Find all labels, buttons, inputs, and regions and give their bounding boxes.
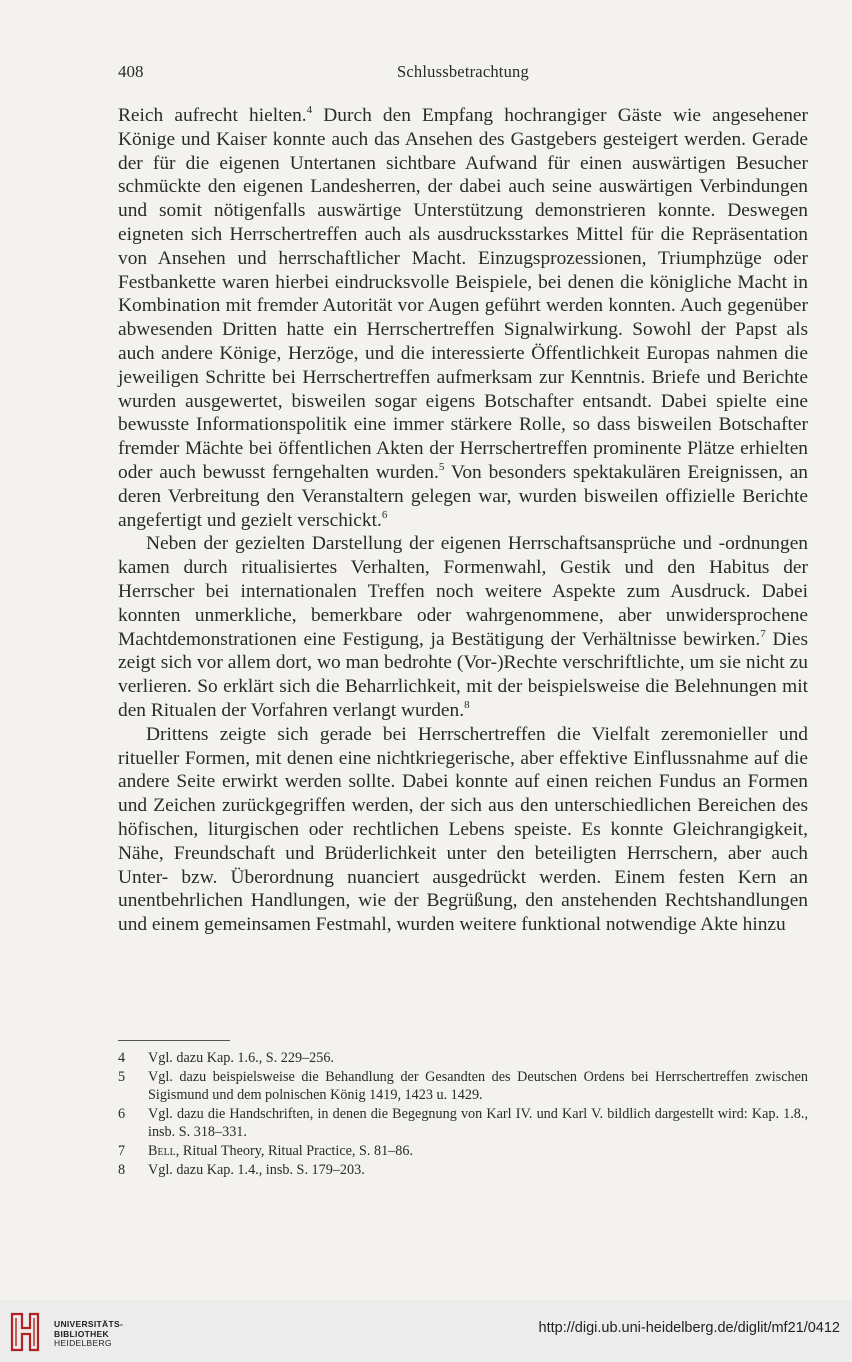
footnote-ref-7[interactable]: 7 (760, 627, 766, 640)
footnotes (118, 1049, 808, 1179)
footnote-8 (118, 1161, 808, 1180)
footnote-ref-5[interactable]: 5 (438, 460, 445, 473)
footnote-text: Vgl. dazu Kap. 1.4., insb. S. 179–203. (148, 1161, 365, 1178)
footnote-text: , Ritual Theory, Ritual Practice, S. 81–86. (175, 1142, 414, 1159)
permalink-url[interactable]: http://digi.ub.uni-heidelberg.de/diglit/mf21/0412 (538, 1320, 840, 1336)
paragraph-2-part-b: Dies zeigt sich vor allem dort, wo man bedrohte (Vor-)Rechte verschriftlichte, um sie nicht zu verlieren. So erklärt sich die Beharrlichkeit, mit der beispielsweise die Belehnungen mit den Ritualen der Vorfahren verlangt wurden. (118, 628, 808, 721)
footnote-author: Bell (148, 1142, 176, 1159)
footnote-number: 4 (118, 1050, 126, 1066)
library-name-line-1: UNIVERSITÄTS- (54, 1319, 124, 1329)
footnote-number: 5 (118, 1068, 126, 1085)
running-title: Schlussbetrachtung (397, 62, 529, 81)
footnote-number: 6 (118, 1105, 126, 1122)
footnote-ref-6[interactable]: 6 (381, 508, 388, 521)
page-number: 408 (118, 62, 144, 81)
footnote-ref-4[interactable]: 4 (306, 104, 313, 116)
footnote-5 (118, 1068, 808, 1105)
footnote-number: 7 (118, 1142, 126, 1159)
body-text (118, 104, 808, 937)
page-header (118, 62, 808, 86)
paragraph-1-part-a: Reich aufrecht hielten. (118, 105, 307, 126)
university-library-logo-icon (8, 1310, 48, 1354)
footnote-ref-8[interactable]: 8 (464, 698, 470, 711)
footnote-number: 8 (118, 1161, 126, 1178)
footnote-text: Vgl. dazu die Handschriften, in denen die Begegnung von Karl IV. und Karl V. bildlich dargestellt wird: Kap. 1.8., insb. S. 318–331. (148, 1105, 808, 1141)
footnote-7 (118, 1142, 808, 1161)
paragraph-3: Drittens zeigte sich gerade bei Herrschertreffen die Vielfalt zeremonieller und ritueller Formen, mit denen eine nichtkriegerische, aber effektive Einflussnahme auf die andere Seite erwirkt werden sollte. Dabei konnte auf einen reichen Fundus an Formen und Zeichen zurückgegriffen werden, der sich aus den unterschiedlichen Bereichen des höfischen, liturgischen oder rechtlichen Lebens speiste. Es konnte Gleichrangigkeit, Nähe, Freundschaft und Brüderlichkeit unter den beteiligten Herrschern, aber auch Unter- bzw. Überordnung nuanciert ausgedrückt werden. Einem festen Kern an unentbehrlichen Handlungen, wie der Begrüßung, den anstehenden Rechtshandlungen und einem gemeinsamen Festmahl, wurden weitere funktional notwendige Akte hinzu (118, 723, 808, 936)
paragraph-2-part-a: Neben der gezielten Darstellung der eigenen Herrschaftsansprüche und -ordnungen kamen durch ritualisiertes Verhalten, Formenwahl, Gestik und den Habitus der Herrscher bei internationalen Treffen noch weitere Aspekte zum Ausdruck. Dabei konnten unmerkliche, bemerkbare oder wahrgenommene, aber unwidersprochene Machtdemonstrationen eine Festigung, ja Bestätigung der Verhältnisse bewirken. (118, 533, 808, 650)
library-name-line-3: HEIDELBERG (54, 1338, 112, 1348)
paragraph-2 (118, 532, 808, 722)
footnote-text: Vgl. dazu beispielsweise die Behandlung der Gesandten des Deutschen Ordens bei Herrschertreffen zwischen Sigismund und dem polnischen König 1419, 1423 u. 1429. (148, 1068, 808, 1104)
footnote-divider (118, 1040, 230, 1041)
footnote-text: Vgl. dazu Kap. 1.6., S. 229–256. (148, 1050, 334, 1066)
paragraph-1 (118, 104, 808, 532)
footnote-4 (118, 1049, 808, 1068)
paragraph-1-part-b: Durch den Empfang hochrangiger Gäste wie angesehener Könige und Kaiser konnte auch das Ansehen des Gastgebers gesteigert werden. Gerade der für die eigenen Untertanen sichtbare Aufwand für einen auswärtigen Besucher schmückte den eigenen Landesherren, der dabei auch seine auswärtigen Verbindungen und somit nötigenfalls auswärtige Unterstützung demonstrieren konnte. Deswegen eigneten sich Herrschertreffen auch als ausdrucksstarkes Mittel für die Repräsentation von Ansehen und herrschaftlicher Macht. Einzugsprozessionen, Triumphzüge oder Festbankette waren hierbei eindrucksvolle Beispiele, bei denen die königliche Macht in Kombination mit fremder Autorität vor Augen geführt werden konnten. Auch gegenüber abwesenden Dritten hatte ein Herrschertreffen Signalwirkung. Sowohl der Papst als auch andere Könige, Herzöge, und die interessierte Öffentlichkeit Europas nahmen die jeweiligen Schritte bei Herrschertreffen aufmerksam zur Kenntnis. Briefe und Berichte wurden ausgewertet, bisweilen sogar eigens Botschafter entsandt. Dabei spielte eine bewusste Informationspolitik eine immer stärkere Rolle, so dass bisweilen Botschafter fremder Mächte bei öffentlichen Akten der Herrschertreffen prominente Plätze erhielten oder auch bewusst ferngehalten wurden. (118, 105, 808, 483)
library-name-line-2: BIBLIOTHEK (54, 1328, 109, 1339)
library-name (54, 1320, 123, 1349)
footnote-6 (118, 1105, 808, 1142)
viewer-footer (0, 1300, 852, 1362)
paragraph-1-part-c: Von besonders spektakulären Ereignissen, an deren Verbreitung den Veranstaltern gelegen war, wurden bisweilen offizielle Berichte angefertigt und gezielt verschickt. (118, 461, 809, 531)
